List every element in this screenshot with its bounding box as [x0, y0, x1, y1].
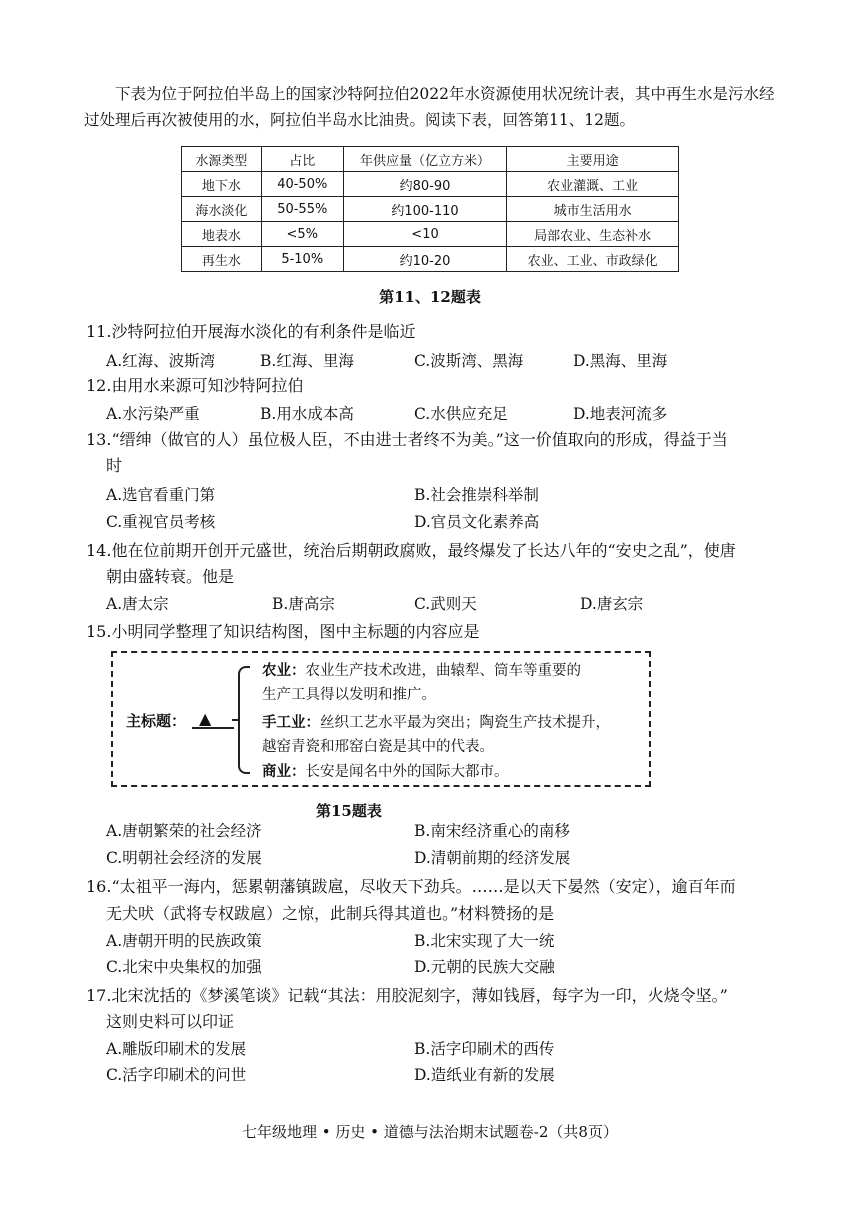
q14-option-d: D.唐玄宗 [580, 595, 644, 613]
table-cell: 50-55% [261, 197, 343, 222]
q13-option-b: B.社会推崇科举制 [414, 486, 539, 504]
branch-commerce [262, 761, 509, 783]
question-16-stem-cont: 无犬吠（武将专权跋扈）之惊，此制兵得其道也。”材料赞扬的是 [106, 904, 555, 923]
water-resource-table [181, 146, 679, 272]
q17-option-d: D.造纸业有新的发展 [414, 1066, 555, 1084]
table-row [182, 247, 679, 272]
q15-option-b: B.南宋经济重心的南移 [414, 822, 570, 840]
table-cell: 40-50% [261, 172, 343, 197]
q16-option-c: C.北宋中央集权的加强 [106, 958, 262, 976]
q11-option-a: A.红海、波斯湾 [106, 352, 216, 370]
table-cell: 地下水 [182, 172, 262, 197]
figure-caption: 第15题表 [316, 802, 382, 820]
question-16-stem: 16.“太祖平一海内，惩累朝藩镇跋扈，尽收天下劲兵。……是以天下晏然（安定），逾百年而 [86, 877, 736, 896]
q16-option-a: A.唐朝开明的民族政策 [106, 932, 262, 950]
table-header: 主要用途 [507, 147, 679, 172]
intro-paragraph: 下表为位于阿拉伯半岛上的国家沙特阿拉伯2022年水资源使用状况统计表，其中再生水是污水经过处理后再次被使用的水，阿拉伯半岛水比油贵。阅读下表，回答第11、12题。 [84, 85, 775, 129]
q13-option-d: D.官员文化素养高 [414, 513, 540, 531]
q11-option-c: C.波斯湾、黑海 [414, 352, 524, 370]
table-cell: 农业灌溉、工业 [507, 172, 679, 197]
table-cell: 约10-20 [343, 247, 507, 272]
table-cell: 农业、工业、市政绿化 [507, 247, 679, 272]
table-row [182, 222, 679, 247]
table-row [182, 172, 679, 197]
q12-option-a: A.水污染严重 [106, 405, 200, 423]
q16-option-d: D.元朝的民族大交融 [414, 958, 555, 976]
branch-text: 长安是闻名中外的国际大都市。 [305, 764, 509, 780]
question-11-stem: 11.沙特阿拉伯开展海水淡化的有利条件是临近 [86, 322, 416, 341]
branch-label: 商业： [262, 764, 306, 780]
q12-option-d: D.地表河流多 [573, 405, 668, 423]
q17-option-c: C.活字印刷术的问世 [106, 1066, 247, 1084]
question-17-stem-cont: 这则史料可以印证 [106, 1012, 235, 1031]
q15-option-d: D.清朝前期的经济发展 [414, 849, 571, 867]
table-cell: 再生水 [182, 247, 262, 272]
q16-option-b: B.北宋实现了大一统 [414, 932, 555, 950]
table-header: 水源类型 [182, 147, 262, 172]
question-14-stem-cont: 朝由盛转衰。他是 [106, 567, 235, 586]
q14-option-b: B.唐高宗 [272, 595, 335, 613]
question-17-stem: 17.北宋沈括的《梦溪笔谈》记载“其法：用胶泥刻字，薄如钱唇，每字为一印，火烧令坚。” [86, 986, 728, 1005]
table-cell: <5% [261, 222, 343, 247]
q17-option-a: A.雕版印刷术的发展 [106, 1040, 247, 1058]
branch-handicraft [262, 712, 610, 734]
q14-option-c: C.武则天 [414, 595, 477, 613]
branch-agriculture-cont: 生产工具得以发明和推广。 [262, 687, 436, 703]
table-cell: 5-10% [261, 247, 343, 272]
branch-agriculture [262, 660, 581, 682]
table-caption: 第11、12题表 [379, 288, 481, 306]
q11-option-d: D.黑海、里海 [573, 352, 668, 370]
table-row [182, 197, 679, 222]
question-13-stem-cont: 时 [106, 456, 123, 475]
branch-label: 手工业： [262, 715, 320, 731]
branch-text: 农业生产技术改进，曲辕犁、筒车等重要的 [305, 663, 581, 679]
triangle-icon: ▲ [199, 709, 212, 728]
table-cell: 海水淡化 [182, 197, 262, 222]
q12-option-b: B.用水成本高 [260, 405, 354, 423]
table-header: 年供应量（亿立方米） [343, 147, 507, 172]
table-cell: 约100-110 [343, 197, 507, 222]
table-cell: 地表水 [182, 222, 262, 247]
table-header-row [182, 147, 679, 172]
brace-bracket [238, 666, 250, 774]
branch-handicraft-cont: 越窑青瓷和邢窑白瓷是其中的代表。 [262, 739, 494, 755]
q15-option-a: A.唐朝繁荣的社会经济 [106, 822, 262, 840]
q17-option-b: B.活字印刷术的西传 [414, 1040, 555, 1058]
table-cell: 城市生活用水 [507, 197, 679, 222]
q12-option-c: C.水供应充足 [414, 405, 508, 423]
q11-option-b: B.红海、里海 [260, 352, 354, 370]
branch-label: 农业： [262, 663, 306, 679]
question-15-stem: 15.小明同学整理了知识结构图，图中主标题的内容应是 [86, 622, 480, 641]
question-13-stem: 13.“缙绅（做官的人）虽位极人臣，不由进士者终不为美。”这一价值取向的形成，得益于当 [86, 430, 728, 449]
q13-option-a: A.选官看重门第 [106, 486, 216, 504]
table-cell: 局部农业、生态补水 [507, 222, 679, 247]
main-title-label: 主标题： [126, 712, 187, 730]
table-cell: <10 [343, 222, 507, 247]
q13-option-c: C.重视官员考核 [106, 513, 216, 531]
branch-text: 丝织工艺水平最为突出；陶瓷生产技术提升， [320, 715, 610, 731]
q14-option-a: A.唐太宗 [106, 595, 169, 613]
page-footer: 七年级地理 • 历史 • 道德与法治期末试题卷-2（共8页） [242, 1123, 618, 1141]
question-14-stem: 14.他在位前期开创开元盛世，统治后期朝政腐败，最终爆发了长达八年的“安史之乱”，使唐 [86, 541, 736, 560]
table-cell: 约80-90 [343, 172, 507, 197]
question-12-stem: 12.由用水来源可知沙特阿拉伯 [86, 376, 304, 395]
q15-option-c: C.明朝社会经济的发展 [106, 849, 262, 867]
table-header: 占比 [261, 147, 343, 172]
